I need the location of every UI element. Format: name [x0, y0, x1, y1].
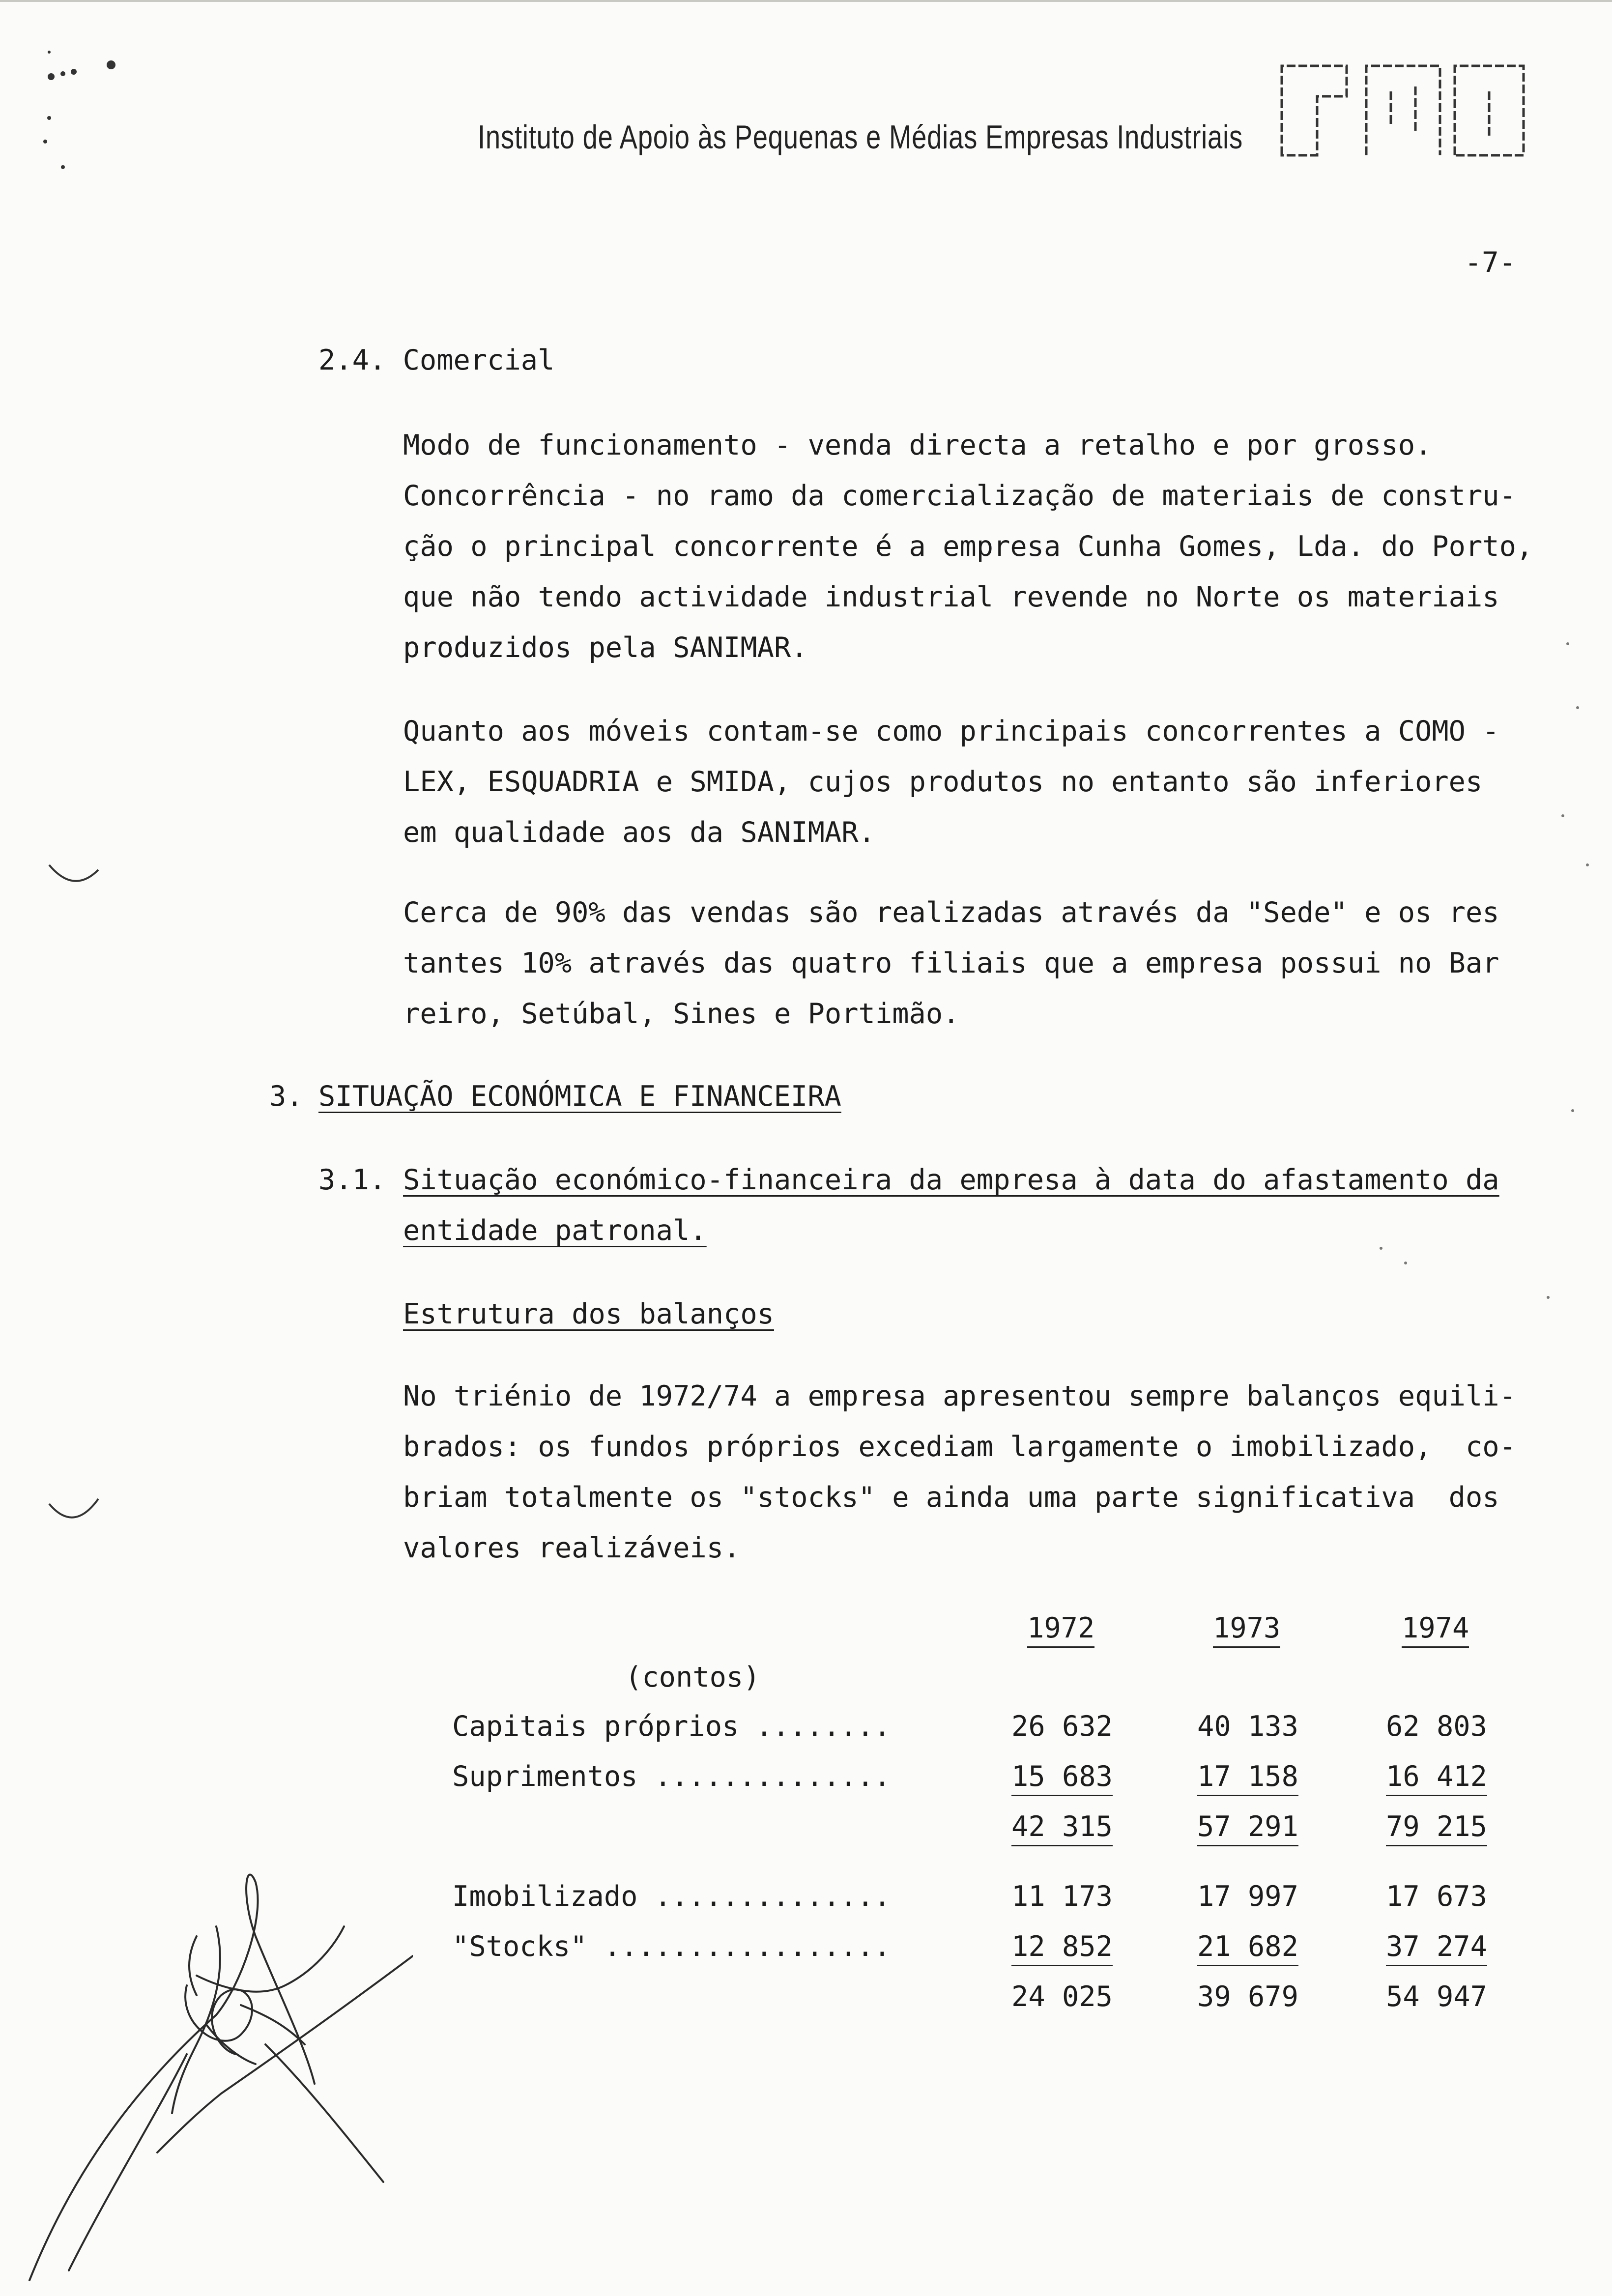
row-label: "Stocks" ................. — [452, 1930, 891, 1963]
paragraph-line: Quanto aos móveis contam-se como principais concorrentes a COMO - — [403, 715, 1499, 747]
paragraph-line: Modo de funcionamento - venda directa a retalho e por grosso. — [403, 429, 1432, 461]
section-number-3: 3. — [269, 1080, 303, 1113]
paragraph-line: No triénio de 1972/74 a empresa apresentou sempre balanços equili- — [403, 1380, 1516, 1412]
paragraph-line: que não tendo actividade industrial revende no Norte os materiais — [403, 581, 1499, 613]
page-number: -7- — [1465, 246, 1516, 279]
row-label: Suprimentos .............. — [452, 1760, 891, 1793]
section-heading-2-4: 2.4. Comercial — [318, 344, 555, 376]
subtotal-cell: 57 291 — [1197, 1810, 1298, 1846]
unit-label: (contos) — [625, 1661, 760, 1693]
row-label: Capitais próprios ........ — [452, 1710, 891, 1743]
handwritten-signature-icon — [10, 1838, 413, 2290]
section-number-3-1: 3.1. — [318, 1164, 386, 1196]
table-cell: 16 412 — [1386, 1760, 1487, 1796]
section-heading-3: SITUAÇÃO ECONÓMICA E FINANCEIRA — [318, 1080, 841, 1113]
subtotal-cell: 42 315 — [1011, 1810, 1113, 1846]
table-cell: 17 997 — [1197, 1880, 1298, 1913]
row-label: Imobilizado .............. — [452, 1880, 891, 1913]
table-cell: 17 158 — [1197, 1760, 1298, 1796]
paragraph-line: ção o principal concorrente é a empresa Cunha Gomes, Lda. do Porto, — [403, 530, 1533, 563]
table-cell: 15 683 — [1011, 1760, 1113, 1796]
paragraph-line: Cerca de 90% das vendas são realizadas através da "Sede" e os res — [403, 896, 1499, 929]
institute-name: Instituto de Apoio às Pequenas e Médias Empresas Industriais — [478, 118, 1243, 156]
table-cell: 21 682 — [1197, 1930, 1298, 1966]
iapmei-logo-icon — [1278, 62, 1528, 160]
table-cell: 11 173 — [1011, 1880, 1113, 1913]
table-cell: 12 852 — [1011, 1930, 1113, 1966]
table-cell: 26 632 — [1011, 1710, 1113, 1743]
paragraph-line: valores realizáveis. — [403, 1532, 741, 1564]
subtotal-cell: 79 215 — [1386, 1810, 1487, 1846]
paragraph-line: reiro, Setúbal, Sines e Portimão. — [403, 998, 960, 1030]
section-heading-3-1-line1: Situação económico-financeira da empresa à data do afastamento da — [403, 1164, 1499, 1196]
subheading-balances: Estrutura dos balanços — [403, 1298, 774, 1330]
year-header: 1972 — [1027, 1612, 1094, 1648]
total-cell: 39 679 — [1197, 1980, 1298, 2013]
year-header: 1973 — [1213, 1612, 1280, 1648]
section-heading-3-1-line2: entidade patronal. — [403, 1214, 707, 1247]
paragraph-line: brados: os fundos próprios excediam largamente o imobilizado, co- — [403, 1431, 1516, 1463]
table-cell: 17 673 — [1386, 1880, 1487, 1913]
table-cell: 40 133 — [1197, 1710, 1298, 1743]
table-cell: 62 803 — [1386, 1710, 1487, 1743]
paragraph-line: LEX, ESQUADRIA e SMIDA, cujos produtos no entanto são inferiores — [403, 766, 1483, 798]
paragraph-line: briam totalmente os "stocks" e ainda uma parte significativa dos — [403, 1481, 1499, 1514]
total-cell: 24 025 — [1011, 1980, 1113, 2013]
total-cell: 54 947 — [1386, 1980, 1487, 2013]
paragraph-line: produzidos pela SANIMAR. — [403, 631, 808, 664]
paragraph-line: tantes 10% através das quatro filiais que a empresa possui no Bar — [403, 947, 1499, 979]
year-header: 1974 — [1402, 1612, 1469, 1648]
paragraph-line: Concorrência - no ramo da comercialização de materiais de constru- — [403, 480, 1516, 512]
table-cell: 37 274 — [1386, 1930, 1487, 1966]
paragraph-line: em qualidade aos da SANIMAR. — [403, 816, 875, 849]
